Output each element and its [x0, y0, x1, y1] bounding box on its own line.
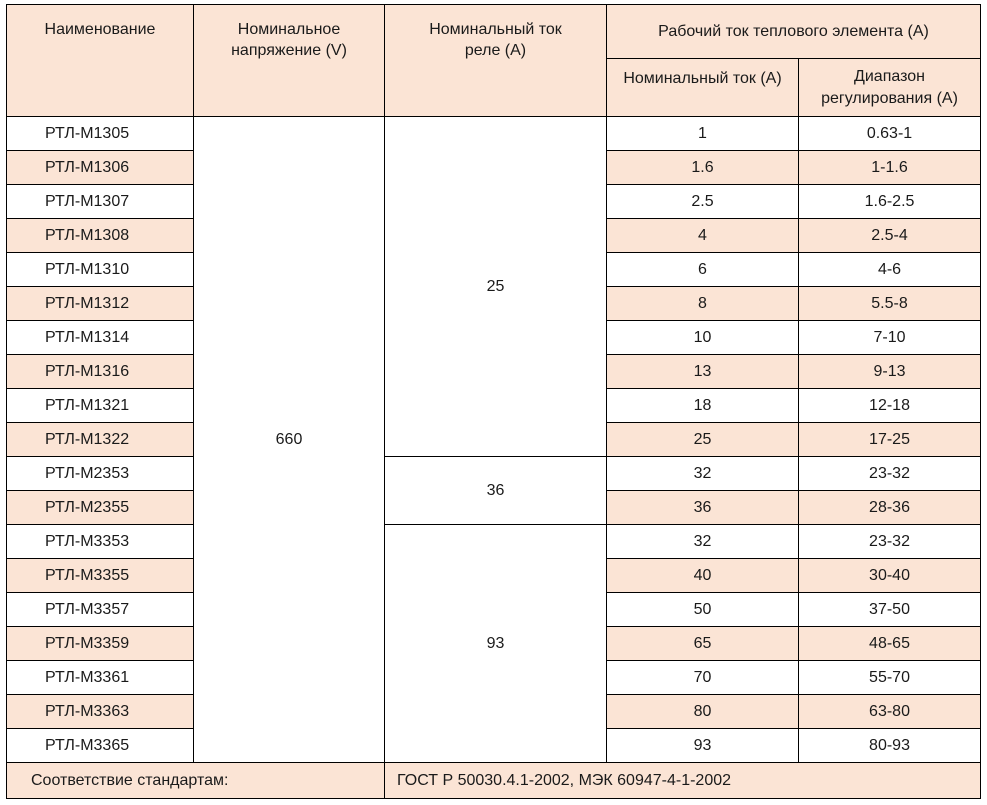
cell-range: 23-32 — [799, 457, 981, 491]
cell-nominal-current: 1.6 — [607, 151, 799, 185]
cell-range: 63-80 — [799, 695, 981, 729]
cell-range: 7-10 — [799, 321, 981, 355]
header-voltage: Номинальное напряжение (V) — [194, 5, 385, 117]
cell-name: РТЛ-М1310 — [7, 253, 194, 287]
cell-name: РТЛ-М3353 — [7, 525, 194, 559]
cell-nominal-current: 65 — [607, 627, 799, 661]
cell-relay-current: 93 — [385, 525, 607, 763]
cell-nominal-current: 32 — [607, 457, 799, 491]
cell-range: 30-40 — [799, 559, 981, 593]
cell-nominal-current: 10 — [607, 321, 799, 355]
cell-range: 23-32 — [799, 525, 981, 559]
cell-nominal-current: 93 — [607, 729, 799, 763]
footer-standards: ГОСТ Р 50030.4.1-2002, МЭК 60947-4-1-2002 — [385, 763, 981, 799]
cell-nominal-current: 36 — [607, 491, 799, 525]
cell-name: РТЛ-М1305 — [7, 117, 194, 151]
table-row — [7, 457, 981, 491]
cell-name: РТЛ-М1316 — [7, 355, 194, 389]
cell-range: 17-25 — [799, 423, 981, 457]
cell-range: 0.63-1 — [799, 117, 981, 151]
cell-voltage: 660 — [194, 117, 385, 763]
cell-range: 1.6-2.5 — [799, 185, 981, 219]
cell-range: 4-6 — [799, 253, 981, 287]
cell-name: РТЛ-М1322 — [7, 423, 194, 457]
cell-name: РТЛ-М1314 — [7, 321, 194, 355]
cell-nominal-current: 4 — [607, 219, 799, 253]
cell-name: РТЛ-М3361 — [7, 661, 194, 695]
cell-range: 1-1.6 — [799, 151, 981, 185]
cell-name: РТЛ-М3363 — [7, 695, 194, 729]
cell-nominal-current: 25 — [607, 423, 799, 457]
footer-row — [7, 763, 981, 799]
table-row — [7, 525, 981, 559]
cell-range: 28-36 — [799, 491, 981, 525]
cell-nominal-current: 18 — [607, 389, 799, 423]
cell-range: 80-93 — [799, 729, 981, 763]
header-range: Диапазон регулирования (А) — [799, 59, 981, 117]
cell-nominal-current: 8 — [607, 287, 799, 321]
footer-label: Соответствие стандартам: — [7, 763, 385, 799]
table-row — [7, 117, 981, 151]
cell-nominal-current: 32 — [607, 525, 799, 559]
cell-name: РТЛ-М2355 — [7, 491, 194, 525]
cell-name: РТЛ-М1306 — [7, 151, 194, 185]
cell-name: РТЛ-М1321 — [7, 389, 194, 423]
cell-range: 2.5-4 — [799, 219, 981, 253]
relay-spec-table — [6, 4, 981, 799]
cell-nominal-current: 40 — [607, 559, 799, 593]
cell-name: РТЛ-М1308 — [7, 219, 194, 253]
cell-range: 48-65 — [799, 627, 981, 661]
cell-name: РТЛ-М1312 — [7, 287, 194, 321]
cell-relay-current: 25 — [385, 117, 607, 457]
cell-name: РТЛ-М3357 — [7, 593, 194, 627]
cell-name: РТЛ-М3355 — [7, 559, 194, 593]
cell-range: 12-18 — [799, 389, 981, 423]
cell-range: 37-50 — [799, 593, 981, 627]
header-nominal-current: Номинальный ток (А) — [607, 59, 799, 117]
cell-nominal-current: 6 — [607, 253, 799, 287]
cell-nominal-current: 50 — [607, 593, 799, 627]
cell-range: 55-70 — [799, 661, 981, 695]
cell-nominal-current: 1 — [607, 117, 799, 151]
cell-range: 5.5-8 — [799, 287, 981, 321]
cell-nominal-current: 2.5 — [607, 185, 799, 219]
cell-name: РТЛ-М3365 — [7, 729, 194, 763]
header-relay-current: Номинальный ток реле (А) — [385, 5, 607, 117]
cell-name: РТЛ-М1307 — [7, 185, 194, 219]
cell-name: РТЛ-М2353 — [7, 457, 194, 491]
header-name: Наименование — [7, 5, 194, 117]
header-working-current: Рабочий ток теплового элемента (А) — [607, 5, 981, 59]
cell-nominal-current: 80 — [607, 695, 799, 729]
cell-relay-current: 36 — [385, 457, 607, 525]
cell-nominal-current: 13 — [607, 355, 799, 389]
cell-nominal-current: 70 — [607, 661, 799, 695]
cell-name: РТЛ-М3359 — [7, 627, 194, 661]
cell-range: 9-13 — [799, 355, 981, 389]
